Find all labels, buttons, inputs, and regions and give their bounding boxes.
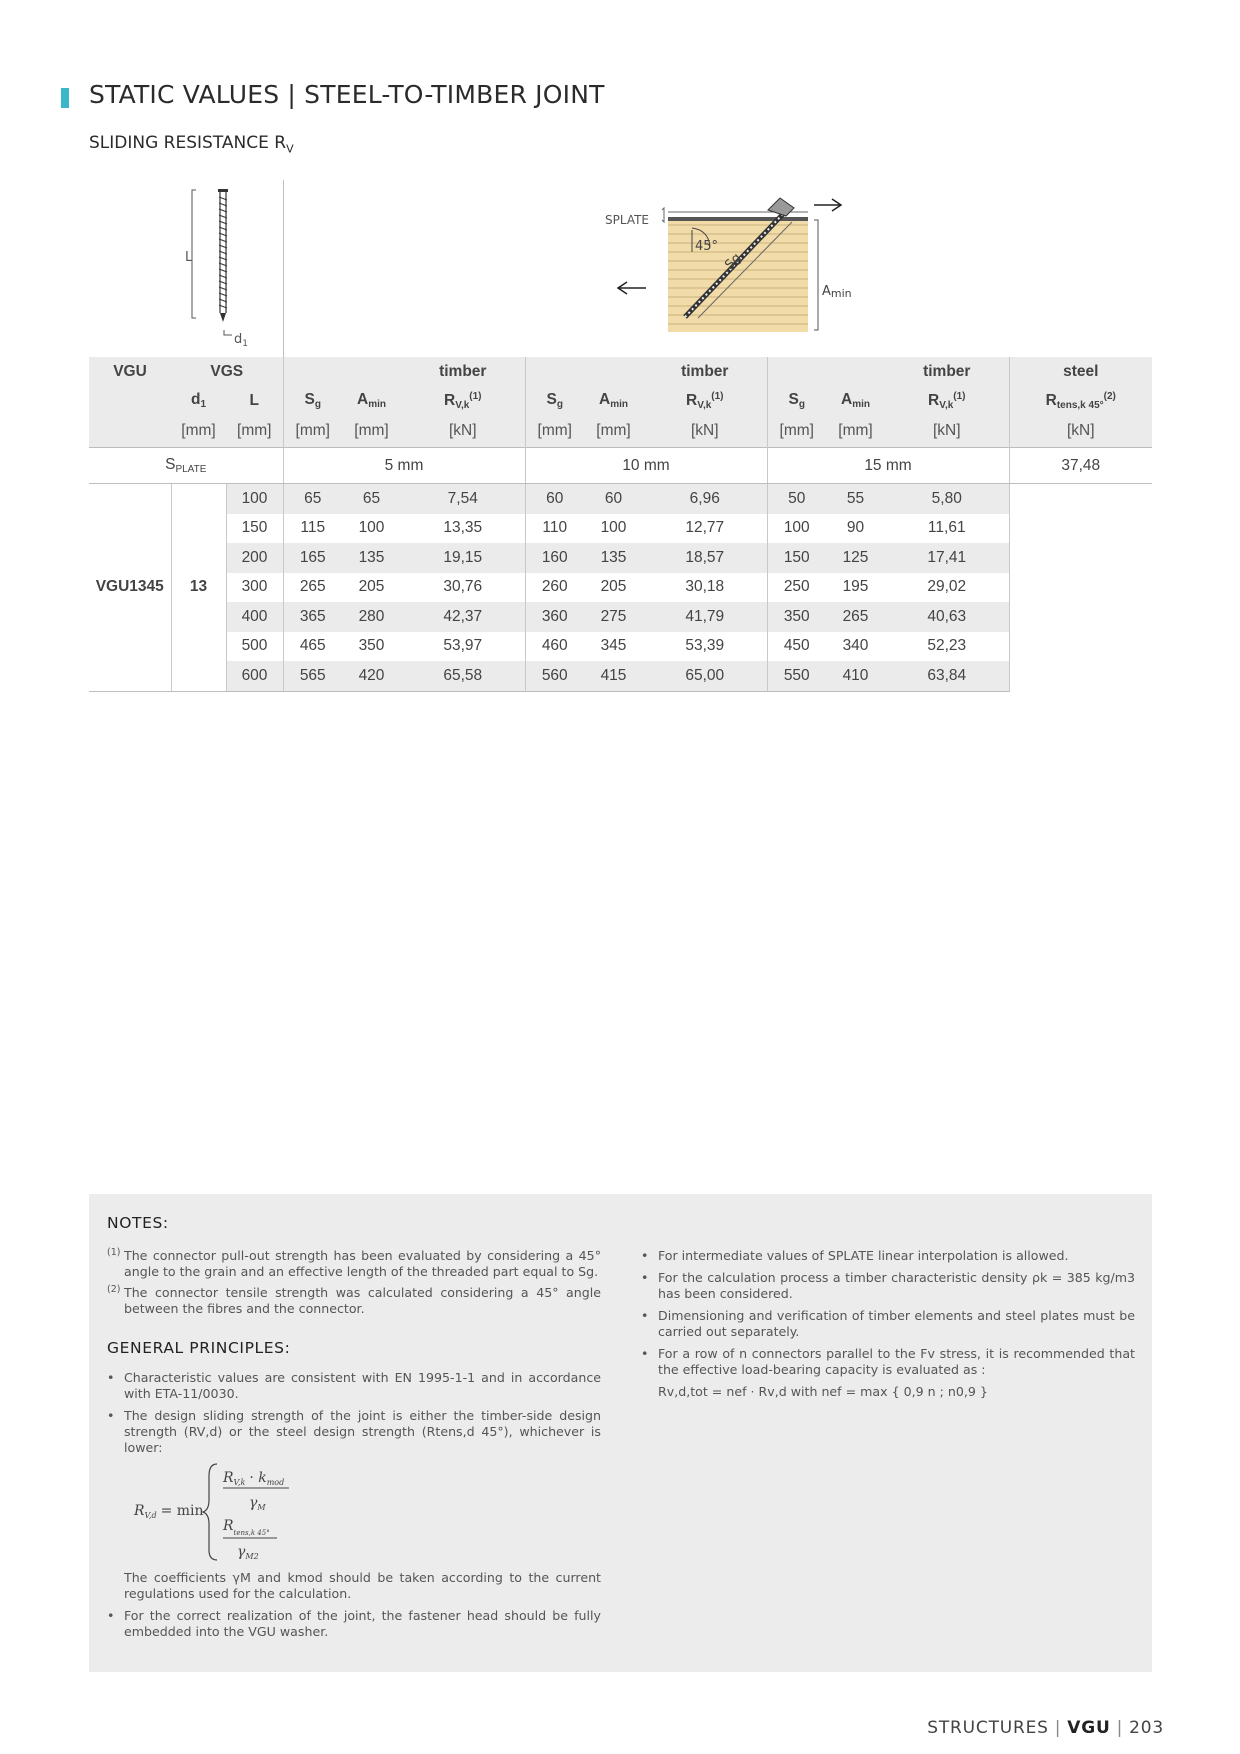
page-footer: STRUCTURES | VGU | 203 bbox=[927, 1718, 1164, 1738]
table-cell: 560 bbox=[525, 661, 584, 691]
table-cell: 19,15 bbox=[401, 543, 525, 573]
table-cell: 52,23 bbox=[885, 632, 1009, 662]
unit: [mm] bbox=[826, 414, 885, 448]
thickness-10mm: 10 mm bbox=[525, 448, 767, 484]
table-cell: 110 bbox=[525, 514, 584, 544]
table-cell: 18,57 bbox=[643, 543, 767, 573]
table-cell: 29,02 bbox=[885, 573, 1009, 603]
note-density: • For the calculation process a timber characteristic density ρk = 385 kg/m3 has been considered. bbox=[641, 1270, 1135, 1302]
table-cell: 150 bbox=[241, 519, 268, 537]
col-group-steel: steel bbox=[1009, 357, 1152, 387]
table-cell: 40,63 bbox=[885, 602, 1009, 632]
length-label: L bbox=[185, 250, 193, 265]
general-principles-heading: GENERAL PRINCIPLES: bbox=[107, 1339, 291, 1357]
table-cell: 250 bbox=[767, 573, 826, 603]
design-formula bbox=[129, 1462, 349, 1562]
diameter-value: 13 bbox=[171, 484, 226, 692]
table-cell: 205 bbox=[358, 578, 385, 596]
footnote-2: (2) The connector tensile strength was calculated considering a 45° angle between the fibres and the connector. bbox=[107, 1284, 601, 1316]
joint-diagram bbox=[600, 190, 880, 350]
table-cell: 195 bbox=[842, 578, 869, 596]
unit: [mm] bbox=[283, 414, 342, 448]
sliding-resistance-table bbox=[89, 357, 1152, 692]
screw-diagram bbox=[180, 185, 260, 355]
table-cell: 360 bbox=[525, 602, 584, 632]
table-cell: 41,79 bbox=[643, 602, 767, 632]
unit: [mm] bbox=[767, 414, 826, 448]
table-cell: 260 bbox=[525, 573, 584, 603]
svg-text:Rtens,k 45°: $R_{tens,k 45^\circ}$ bbox=[223, 1518, 270, 1537]
table-cell: 565 bbox=[283, 661, 342, 691]
table-cell: 53,97 bbox=[443, 637, 483, 655]
table-cell: 465 bbox=[283, 632, 342, 662]
table-row bbox=[89, 632, 1152, 662]
unit: [mm] bbox=[584, 414, 643, 448]
svg-text:γM: $\gamma_M$ bbox=[249, 1495, 266, 1512]
col-group-vgs: VGS bbox=[171, 357, 283, 387]
note-formula: Rv,d,tot = nef · Rv,d with nef = max { 0,9 n ; n0,9 } bbox=[658, 1384, 988, 1399]
col-rvk: $R_{V,k}^{(1)}$ bbox=[643, 387, 767, 414]
table-cell: 265 bbox=[283, 573, 342, 603]
table-cell: 12,77 bbox=[685, 519, 725, 537]
col-rvk: $R_{V,k}^{(1)}$ bbox=[885, 387, 1009, 414]
note-dimensioning: • Dimensioning and verification of timber elements and steel plates must be carried out separately. bbox=[641, 1308, 1135, 1340]
col-amin: $A_{min}$ bbox=[342, 387, 401, 414]
table-cell: 53,39 bbox=[685, 637, 725, 655]
title-accent-bar bbox=[61, 88, 69, 108]
thickness-15mm: 15 mm bbox=[767, 448, 1009, 484]
sg-label: Sg bbox=[722, 250, 745, 273]
table-cell: 150 bbox=[767, 543, 826, 573]
table-cell: 60 bbox=[525, 484, 584, 514]
footer-section: STRUCTURES bbox=[927, 1718, 1049, 1738]
col-amin: $A_{min}$ bbox=[584, 387, 643, 414]
col-sg: $S_g$ bbox=[767, 387, 826, 414]
table-cell: 65 bbox=[283, 484, 342, 514]
col-sg: $S_g$ bbox=[525, 387, 584, 414]
unit: [mm] bbox=[226, 414, 283, 448]
table-cell: 7,54 bbox=[401, 484, 525, 514]
principle-3: The coefficients γM and kmod should be taken according to the current regulations used for the calculation. bbox=[124, 1570, 601, 1601]
footer-product: VGU bbox=[1067, 1718, 1111, 1738]
table-cell: 65,00 bbox=[643, 661, 767, 691]
table-cell: 90 bbox=[846, 519, 865, 537]
unit: [kN] bbox=[885, 414, 1009, 448]
page-title: STATIC VALUES | STEEL-TO-TIMBER JOINT bbox=[89, 80, 605, 109]
table-cell: 350 bbox=[767, 602, 826, 632]
table-cell: 100 bbox=[358, 519, 385, 537]
table-cell: 30,18 bbox=[685, 578, 725, 596]
table-row bbox=[89, 514, 1152, 544]
table-cell: 135 bbox=[584, 543, 643, 573]
table-cell: 160 bbox=[525, 543, 584, 573]
table-cell: 135 bbox=[342, 543, 401, 573]
table-cell: 300 bbox=[241, 578, 268, 596]
svg-text:RV,d= min: $R_{V,d} = \min$ bbox=[134, 1503, 204, 1520]
page-number: 203 bbox=[1129, 1718, 1164, 1738]
unit: [mm] bbox=[342, 414, 401, 448]
table-cell: 60 bbox=[584, 484, 643, 514]
note-row-connectors: • For a row of n connectors parallel to the Fv stress, it is recommended that the effective load-bearing capacity is evaluated as : bbox=[641, 1346, 1135, 1378]
angle-label: 45° bbox=[695, 239, 719, 254]
figure-divider bbox=[283, 180, 284, 357]
table-cell: 65,58 bbox=[401, 661, 525, 691]
col-group-vgu: VGU bbox=[89, 357, 171, 387]
principle-4: • For the correct realization of the joint, the fastener head should be fully embedded into the VGU washer. bbox=[107, 1608, 601, 1640]
splate-row-label: $S_{PLATE}$ bbox=[89, 448, 283, 484]
steel-value: 37,48 bbox=[1009, 448, 1152, 484]
col-d1: $d_1$ bbox=[171, 387, 226, 414]
table-cell: 30,76 bbox=[443, 578, 483, 596]
unit: [kN] bbox=[401, 414, 525, 448]
unit: [kN] bbox=[643, 414, 767, 448]
table-cell: 63,84 bbox=[885, 661, 1009, 691]
product-code: VGU1345 bbox=[89, 484, 171, 692]
col-rtens: $R_{tens,k 45^\circ}^{(2)}$ bbox=[1009, 387, 1152, 414]
col-group-timber-5: timber bbox=[401, 357, 525, 387]
notes-panel bbox=[89, 1194, 1152, 1672]
footnotes bbox=[107, 1248, 601, 1322]
col-l: L bbox=[226, 387, 283, 414]
table-cell: 55 bbox=[826, 484, 885, 514]
table-row bbox=[89, 661, 1152, 691]
table-cell: 65 bbox=[342, 484, 401, 514]
svg-text:RV,k· kmod: $R_{V,k} \cdot k_{mod}$ bbox=[223, 1470, 285, 1487]
note-interpolation: • For intermediate values of SPLATE linear interpolation is allowed. bbox=[641, 1248, 1135, 1264]
diameter-label: $d_1$ bbox=[234, 332, 248, 349]
unit: [kN] bbox=[1009, 414, 1152, 448]
table-cell: 500 bbox=[241, 637, 268, 655]
table-cell: 275 bbox=[584, 602, 643, 632]
general-principles-cont bbox=[107, 1570, 601, 1646]
table-cell: 13,35 bbox=[443, 519, 483, 537]
table-cell: 600 bbox=[226, 661, 283, 691]
table-cell: 450 bbox=[767, 632, 826, 662]
svg-text:γM2: $\gamma_{M2}$ bbox=[237, 1544, 259, 1561]
table-cell: 350 bbox=[358, 637, 385, 655]
table-row bbox=[89, 573, 1152, 603]
table-cell: 205 bbox=[600, 578, 627, 596]
unit: [mm] bbox=[525, 414, 584, 448]
table-cell: 410 bbox=[826, 661, 885, 691]
principle-2: • The design sliding strength of the joint is either the timber-side design strength (RV,d) or the steel design strength (Rtens,d 45°), whichever is lower: bbox=[107, 1408, 601, 1456]
col-rvk: $R_{V,k}^{(1)}$ bbox=[401, 387, 525, 414]
table-row bbox=[89, 484, 1152, 514]
amin-label: Amin bbox=[822, 284, 852, 300]
page-subtitle: SLIDING RESISTANCE $R_V$ bbox=[89, 133, 294, 156]
table-row bbox=[89, 543, 1152, 573]
table-cell: 6,96 bbox=[643, 484, 767, 514]
table-cell: 11,61 bbox=[885, 514, 1009, 544]
table-cell: 42,37 bbox=[401, 602, 525, 632]
table-cell: 125 bbox=[826, 543, 885, 573]
unit: [mm] bbox=[171, 414, 226, 448]
col-amin: $A_{min}$ bbox=[826, 387, 885, 414]
notes-right bbox=[641, 1248, 1135, 1400]
table-cell: 100 bbox=[600, 519, 627, 537]
table-cell: 340 bbox=[842, 637, 869, 655]
table-cell: 165 bbox=[283, 543, 342, 573]
table-cell: 265 bbox=[826, 602, 885, 632]
table-cell: 550 bbox=[767, 661, 826, 691]
table-cell: 400 bbox=[226, 602, 283, 632]
table-cell: 415 bbox=[584, 661, 643, 691]
table-row bbox=[89, 602, 1152, 632]
table-cell: 100 bbox=[226, 484, 283, 514]
table-cell: 115 bbox=[283, 514, 342, 544]
thickness-5mm: 5 mm bbox=[283, 448, 525, 484]
table-cell: 420 bbox=[342, 661, 401, 691]
table-cell: 365 bbox=[283, 602, 342, 632]
general-principles bbox=[107, 1370, 601, 1462]
principle-1: • Characteristic values are consistent with EN 1995-1-1 and in accordance with ETA-11/0030. bbox=[107, 1370, 601, 1402]
notes-heading: NOTES: bbox=[107, 1214, 169, 1232]
table-cell: 5,80 bbox=[885, 484, 1009, 514]
col-group-timber-15: timber bbox=[885, 357, 1009, 387]
col-group-timber-10: timber bbox=[643, 357, 767, 387]
table-cell: 345 bbox=[600, 637, 627, 655]
table-cell: 17,41 bbox=[885, 543, 1009, 573]
table-cell: 200 bbox=[226, 543, 283, 573]
footnote-1: (1) The connector pull-out strength has been evaluated by considering a 45° angle to the grain and an effective length of the threaded part equal to Sg. bbox=[107, 1247, 601, 1279]
col-sg: $S_g$ bbox=[283, 387, 342, 414]
table-cell: 100 bbox=[767, 514, 826, 544]
splate-label: SPLATE bbox=[605, 213, 650, 227]
table-cell: 460 bbox=[525, 632, 584, 662]
table-cell: 280 bbox=[342, 602, 401, 632]
table-cell: 50 bbox=[767, 484, 826, 514]
